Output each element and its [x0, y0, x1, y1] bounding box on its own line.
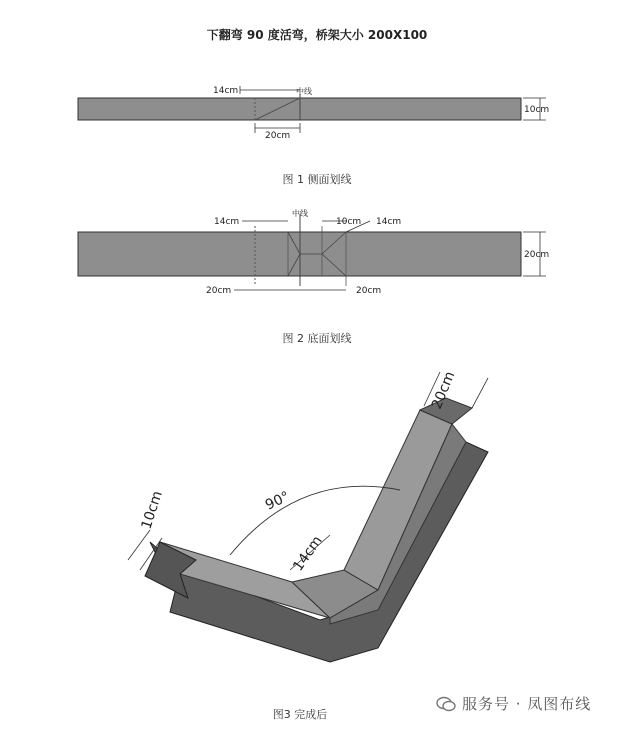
- figure-2-caption: 图 2 底面划线: [282, 332, 352, 345]
- fig2-dim-20-right: 20cm: [356, 286, 382, 296]
- watermark-text: 服务号 · 凤图布线: [462, 695, 592, 713]
- wechat-icon: [436, 696, 456, 712]
- figure-1-caption: 图 1 侧面划线: [282, 173, 352, 186]
- fig2-dim-10: 10cm: [336, 217, 362, 227]
- fig2-dim-14-right: 14cm: [376, 217, 402, 227]
- figure-1-side-marking: [0, 80, 634, 150]
- figure-3-caption: 图3 完成后: [272, 708, 328, 721]
- fig2-dim-14-left: 14cm: [214, 217, 240, 227]
- fig3-angle: 90°: [262, 488, 293, 514]
- fig2-center-label: 中线: [292, 209, 308, 218]
- fig1-dim-14: 14cm: [213, 86, 239, 96]
- fig2-dim-20-left: 20cm: [206, 286, 232, 296]
- fig3-dim-20: 20cm: [428, 369, 459, 412]
- fig2-dim-20-height: 20cm: [524, 250, 550, 260]
- page-title: 下翻弯 90 度活弯，桥架大小 200X100: [206, 28, 428, 42]
- fig1-dim-20: 20cm: [265, 131, 291, 141]
- fig1-center-label: 中线: [296, 87, 312, 96]
- fig1-dim-10: 10cm: [524, 105, 550, 115]
- fig3-dim-14: 14cm: [290, 533, 326, 575]
- watermark: [436, 693, 591, 714]
- figure-3-finished-bend: [0, 360, 634, 680]
- figure-2-bottom-marking: [0, 206, 634, 301]
- fig3-dim-10: 10cm: [138, 489, 166, 532]
